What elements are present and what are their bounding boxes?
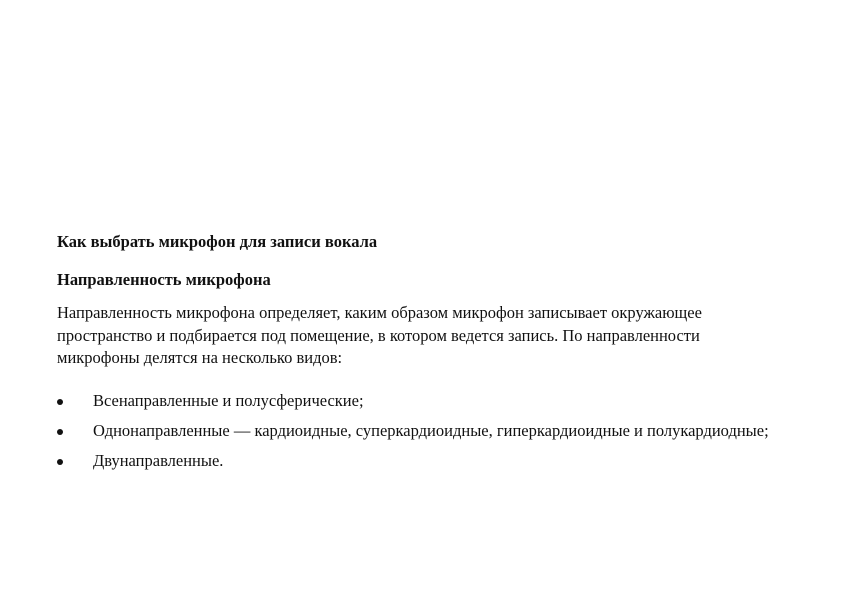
list-item-text: Однонаправленные — кардиоидные, суперкардиоидные, гиперкардиоидные и полукардиодные; xyxy=(93,421,769,440)
bullet-icon xyxy=(57,399,63,405)
bullet-icon xyxy=(57,429,63,435)
bullet-list xyxy=(57,389,782,479)
intro-paragraph: Направленность микрофона определяет, каким образом микрофон записывает окружающее пространство и подбирается под помещение, в котором ведется запись. По направленности микрофоны делятся на несколько видов: xyxy=(57,303,702,367)
document-title: Как выбрать микрофон для записи вокала xyxy=(57,232,378,251)
list-item-text: Всенаправленные и полусферические; xyxy=(93,391,364,410)
list-item xyxy=(57,389,782,413)
list-item xyxy=(57,419,782,443)
list-item xyxy=(57,449,782,473)
list-item-text: Двунаправленные. xyxy=(93,451,224,470)
bullet-icon xyxy=(57,459,63,465)
section-heading: Направленность микрофона xyxy=(57,270,271,289)
